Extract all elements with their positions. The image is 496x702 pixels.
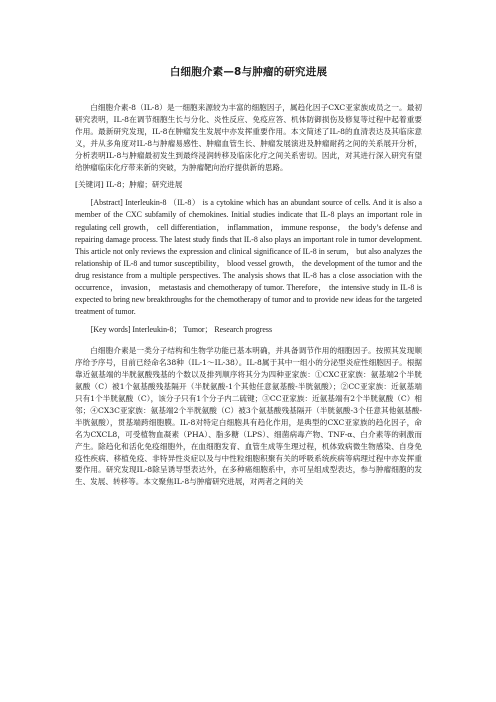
body-paragraph: 白细胞介素是一类分子结构和生物学功能已基本明确，并具备调节作用的细胞因子。按照其发现顺序给予序号，目前已经命名38种（IL-1～IL-38）。IL-8属于其中一组小的分泌型炎症性细胞因子。根据靠近氨基端的半胱氨酸残基的个数以及排列顺序将其分为四种亚家族：①CXC亚家族：氨基端2个半胱氨酸（C）被1个氨基酸残基隔开（半胱氨酸-1个其他任意氨基酸-半胱氨酸）；②CC亚家族：近氨基端只有1个半胱氨酸（C），该分子只有1个分子内二硫键；③CC亚家族：近氨基端有2个半胱氨酸（C）相邻；④CX3C亚家族：氨基端2个半胱氨酸（C）被3个氨基酸残基隔开（半胱氨酸-3个任意其他氨基酸-半胱氨酸），贯基端跨细胞膜。IL-8对特定白细胞具有趋化作用，是典型的CXC亚家族的趋化因子，命名为CXCL8，可受植物血凝素（PHA）、脂多糖（LPS）、细菌病毒产物、TNF-α、白介素等的刺激而产生。除趋化和活化免疫细胞外，在血细胞发育、血管生成等生理过程，机体致病微生物感染、自身免疫性疾病、移植免疫、非特异性炎症以及与中性粒细胞积聚有关的呼吸系统疾病等病理过程中亦发挥重要作用。研究发现IL-8除呈诱导型表达外，在多种癌细胞系中，亦可呈组成型表达，参与肿瘤细胞的发生、发展、转移等。本文聚焦IL-8与肿瘤研究进展，对两者之间的关 <box>75 346 422 487</box>
abstract-cn: 白细胞介素-8（IL-8）是一细胞来源较为丰富的细胞因子，属趋化因子CXC亚家族成员之一。最初研究表明，IL-8在调节细胞生长与分化、炎性反应、免疫应答、机体防御损伤及修复等过程中起着重要作用。最新研究发现，IL-8在肿瘤发生发展中亦发挥重要作用。本文简述了IL-8的血清表达及其临床意义，并从多角度对IL-8与肿瘤易感性、肿瘤血管生长、肿瘤发展演进及肿瘤耐药之间的关系展开分析，分析表明IL-8与肿瘤最初发生到最终浸润转移及临床化疗之间关系密切。因此，对其进行深入研究有望给肿瘤临床化疗带来新的突破，为肿瘤靶向治疗提供新的思路。 <box>75 103 422 172</box>
keywords-en: [Key words] Interleukin-8； Tumor； Research progress <box>90 325 273 335</box>
page-title: 白细胞介素—8与肿瘤的研究进展 <box>169 66 328 78</box>
keywords-cn: [关键词] IL-8；肿瘤；研究进展 <box>75 180 183 190</box>
abstract-en: [Abstract] Interleukin-8 （IL-8） is a cytokine which has an abundant source of cells. And it is also a member of the CXC subfamily of chemokines. Initial studies indicate that IL-8 plays an important role in regulating cell growth， cell differentiation， inflammation， immune response， the body’s defense and repairing damage process. The latest study finds that IL-8 also plays an important role in tumor development. This article not only reviews the expression and clinical significance of IL-8 in serum， but also analyzes the relationship of IL-8 and tumor susceptibility， blood vessel growth， the development of the tumor and the drug resistance from a multiple perspectives. The analysis shows that IL-8 has a close association with the occurrence， invasion， metastasis and chemotherapy of tumor. Therefore， the intensive study in IL-8 is expected to bring new breakthroughs for the chemotherapy of tumor and to provide new ideas for the targeted treatment of tumor. <box>75 198 422 317</box>
